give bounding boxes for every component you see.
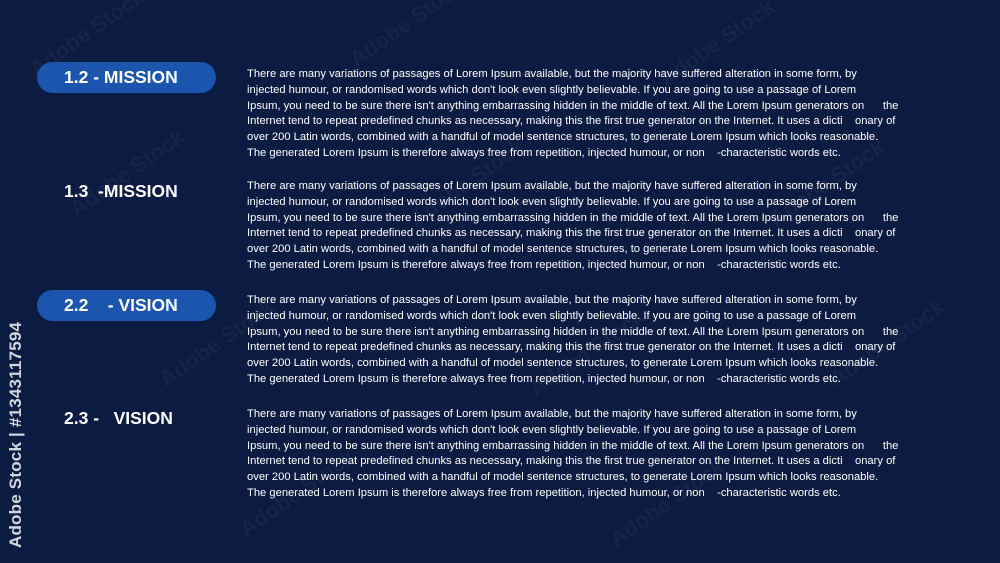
paragraph-line: injected humour, or randomised words which don't look even slightly believable. If you are going to use a passage of Lorem <box>247 83 857 96</box>
paragraph-line: over 200 Latin words, combined with a handful of model sentence structures, to generate Lorem Ipsum which looks reasonable. <box>247 131 879 144</box>
section-heading: 2.3 - VISION <box>64 408 173 428</box>
paragraph-line: over 200 Latin words, combined with a handful of model sentence structures, to generate Lorem Ipsum which looks reasonable. <box>247 357 879 370</box>
section-heading: 1.3 -MISSION <box>64 181 178 201</box>
section-heading: 2.2 - VISION <box>37 290 216 321</box>
paragraph-line: Ipsum, you need to be sure there isn't anything embarrassing hidden in the middle of text. All the Lorem Ipsum generators on the <box>247 439 899 452</box>
paragraph-line: Internet tend to repeat predefined chunks as necessary, making this the first true generator on the Internet. It uses a dicti onary of <box>247 341 896 354</box>
paragraph-line: There are many variations of passages of Lorem Ipsum available, but the majority have suffered alteration in some form, by <box>247 294 857 306</box>
paragraph-line: injected humour, or randomised words which don't look even slightly believable. If you are going to use a passage of Lorem <box>247 309 857 322</box>
paragraph-line: There are many variations of passages of Lorem Ipsum available, but the majority have suffered alteration in some form, by <box>247 408 857 420</box>
paragraph-line: Internet tend to repeat predefined chunks as necessary, making this the first true generator on the Internet. It uses a dicti onary of <box>247 115 896 128</box>
side-watermark: Adobe Stock | #1343117594 <box>6 321 25 548</box>
paragraph-line: Internet tend to repeat predefined chunks as necessary, making this the first true generator on the Internet. It uses a dicti onary of <box>247 455 896 468</box>
paragraph-line: injected humour, or randomised words which don't look even slightly believable. If you are going to use a passage of Lorem <box>247 195 857 208</box>
paragraph-line: The generated Lorem Ipsum is therefore always free from repetition, injected humour, or non -characteristic words etc. <box>247 372 841 385</box>
paragraph-line: There are many variations of passages of Lorem Ipsum available, but the majority have suffered alteration in some form, by <box>247 68 857 80</box>
paragraph-line: over 200 Latin words, combined with a handful of model sentence structures, to generate Lorem Ipsum which looks reasonable. <box>247 243 879 256</box>
paragraph-line: The generated Lorem Ipsum is therefore always free from repetition, injected humour, or non -characteristic words etc. <box>247 146 841 159</box>
paragraph-line: injected humour, or randomised words which don't look even slightly believable. If you are going to use a passage of Lorem <box>247 423 857 436</box>
section-heading: 1.2 - MISSION <box>37 62 216 93</box>
section-paragraph <box>247 179 937 274</box>
paragraph-line: There are many variations of passages of Lorem Ipsum available, but the majority have suffered alteration in some form, by <box>247 180 857 192</box>
paragraph-line: Internet tend to repeat predefined chunks as necessary, making this the first true generator on the Internet. It uses a dicti onary of <box>247 227 896 240</box>
section-paragraph <box>247 407 937 502</box>
paragraph-line: Ipsum, you need to be sure there isn't anything embarrassing hidden in the middle of text. All the Lorem Ipsum generators on the <box>247 325 899 338</box>
paragraph-line: The generated Lorem Ipsum is therefore always free from repetition, injected humour, or non -characteristic words etc. <box>247 486 841 499</box>
paragraph-line: over 200 Latin words, combined with a handful of model sentence structures, to generate Lorem Ipsum which looks reasonable. <box>247 471 879 484</box>
paragraph-line: Ipsum, you need to be sure there isn't anything embarrassing hidden in the middle of text. All the Lorem Ipsum generators on the <box>247 211 899 224</box>
watermark-tile <box>345 0 470 72</box>
section-paragraph <box>247 293 937 388</box>
watermark-tile <box>65 124 190 222</box>
paragraph-line: The generated Lorem Ipsum is therefore always free from repetition, injected humour, or non -characteristic words etc. <box>247 258 841 271</box>
paragraph-line: Ipsum, you need to be sure there isn't anything embarrassing hidden in the middle of text. All the Lorem Ipsum generators on the <box>247 99 899 112</box>
section-paragraph <box>247 67 937 162</box>
